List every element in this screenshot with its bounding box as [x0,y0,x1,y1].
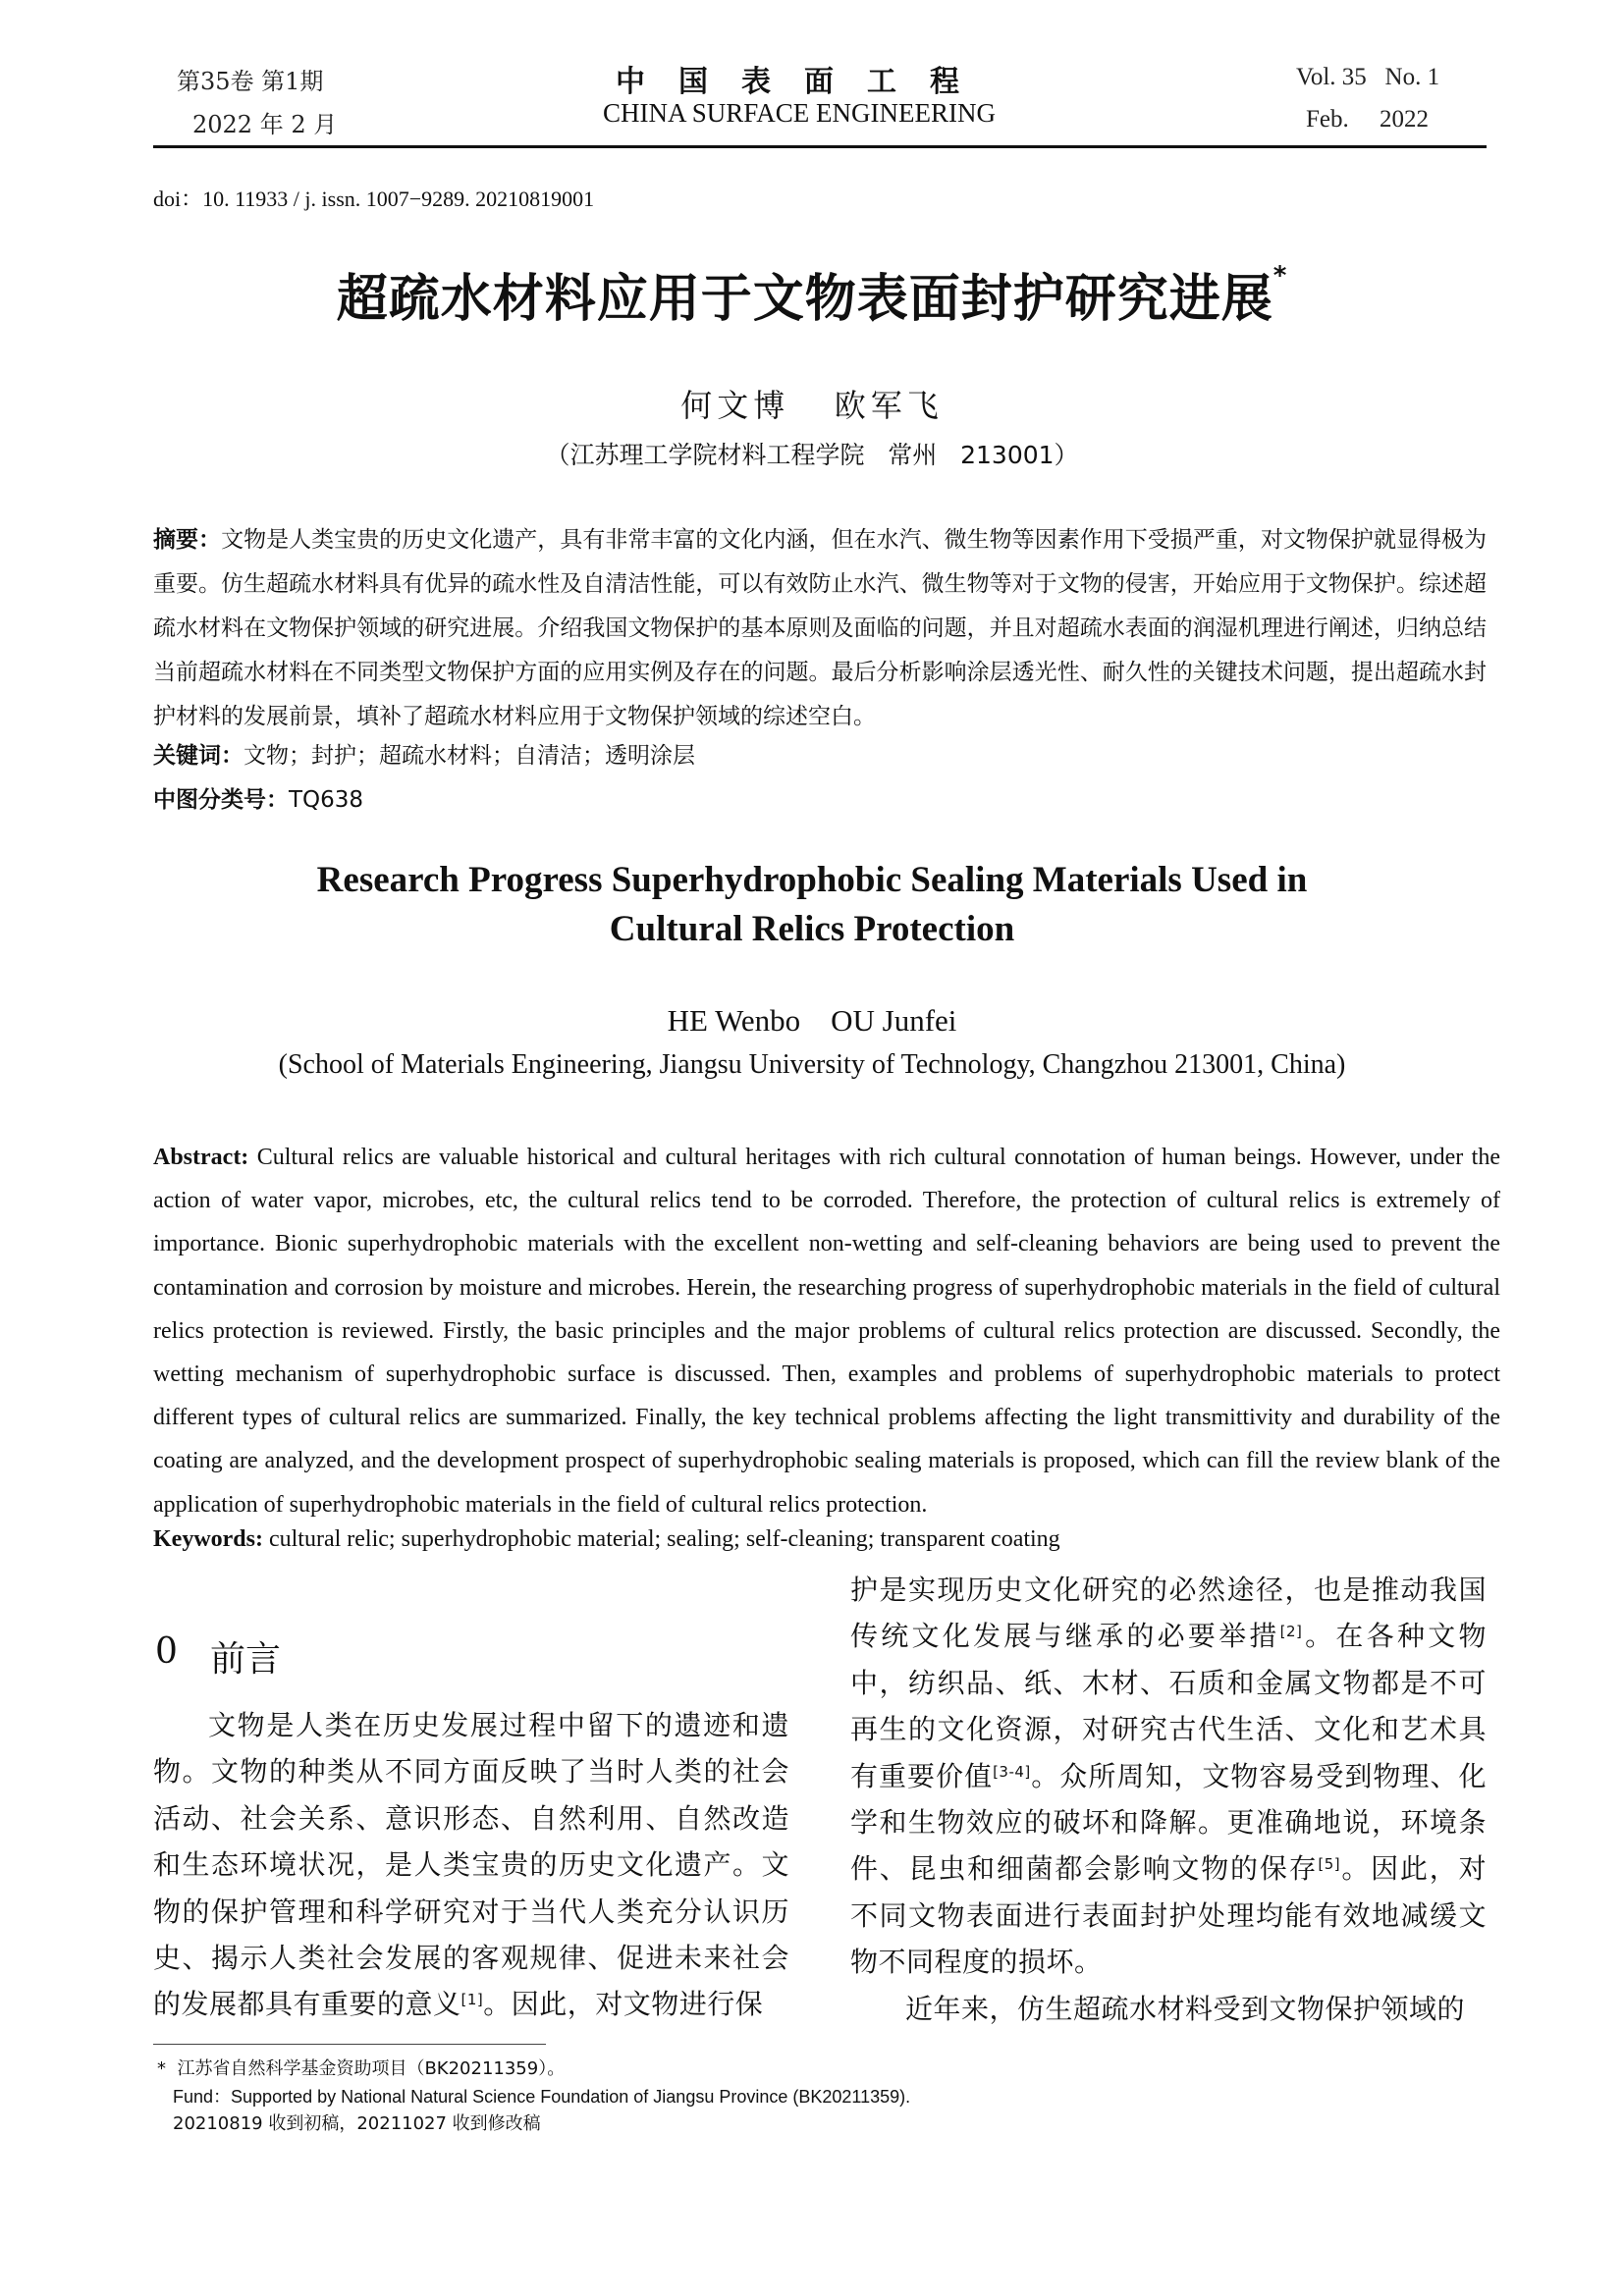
abstract-en: Abstract: Cultural relics are valuable historical and cultural heritages with rich cultural connotation of human beings. However, under the action of water vapor, microbes, etc, the cultural relics tend to be corroded. Therefore, the protection of cultural relics is extremely of importance. Bionic superhydrophobic materials with the excellent non-wetting and self-cleaning behaviors are being used to prevent the contamination and corrosion by moisture and microbes. Herein, the researching progress of superhydrophobic materials in the field of cultural relics protection is reviewed. Firstly, the basic principles and the major problems of cultural relics protection are discussed. Secondly, the wetting mechanism of superhydrophobic surface is discussed. Then, examples and problems of superhydrophobic materials to protect different types of cultural relics are summarized. Finally, the key technical problems affecting the light transmittivity and durability of the coating are analyzed, and the development prospect of superhydrophobic sealing materials is proposed, which can fill the review blank of the application of superhydrophobic materials in the field of cultural relics protection. [153,1145,1500,1518]
affiliation-cn: （江苏理工学院材料工程学院 常州 213001） [545,441,1079,469]
abstract-cn: 摘要：文物是人类宝贵的历史文化遗产，具有非常丰富的文化内涵，但在水汽、微生物等因素作用下受损严重，对文物保护就显得极为重要。仿生超疏水材料具有优异的疏水性及自清洁性能，可以有效防止水汽、微生物等对于文物的侵害，开始应用于文物保护。综述超疏水材料在文物保护领域的研究进展。介绍我国文物保护的基本原则及面临的问题，并且对超疏水表面的润湿机理进行阐述，归纳总结当前超疏水材料在不同类型文物保护方面的应用实例及存在的问题。最后分析影响涂层透光性、耐久性的关键技术问题，提出超疏水封护材料的发展前景，填补了超疏水材料应用于文物保护领域的综述空白。 [153,527,1488,729]
keywords-en: Keywords: cultural relic; superhydrophobic material; sealing; self-cleaning; transparent coating [153,1526,1060,1552]
footnote-received: 20210819 收到初稿，20211027 收到修改稿 [173,2113,541,2134]
date-cn: 2022 年 2 月 [192,111,338,138]
affiliation-en: (School of Materials Engineering, Jiangsu University of Technology, Changzhou 213001, China) [278,1049,1346,1080]
clc-number: 中图分类号：TQ638 [153,787,364,813]
footnote-funding-en: Fund：Supported by National Natural Science Foundation of Jiangsu Province (BK20211359). [173,2087,911,2107]
journal-title-en: CHINA SURFACE ENGINEERING [603,98,997,128]
volume-issue-cn: 第35卷 第1期 [177,68,324,95]
date-en: Feb. 2022 [1306,106,1429,133]
header-rule [153,145,1487,148]
intro-paragraph-right: 护是实现历史文化研究的必然途径，也是推动我国传统文化发展与继承的必要举措[2]。在各种文物中，纺织品、纸、木材、石质和金属文物都是不可再生的文化资源，对研究古代生活、文化和艺术具有重要价值[3-4]。众所周知，文物容易受到物理、化学和生物效应的破坏和降解。更准确地说，环境条件、昆虫和细菌都会影响文物的保存[5]。因此，对不同文物表面进行表面封护处理均能有效地减缓文物不同程度的损坏。 [850,1574,1487,1979]
paper-title-cn: 超疏水材料应用于文物表面封护研究进展* [336,261,1288,329]
intro-paragraph-right-2: 近年来，仿生超疏水材料受到文物保护领域的 [905,1993,1466,2025]
keywords-cn: 关键词：文物；封护；超疏水材料；自清洁；透明涂层 [153,743,695,769]
section-number: 0 [155,1631,178,1672]
authors-cn: 何文博 欧军飞 [680,387,944,424]
footnote-rule [153,2044,546,2045]
volume-issue-en: Vol. 35 No. 1 [1296,64,1440,90]
doi: doi：10. 11933 / j. issn. 1007−9289. 20210819001 [153,187,595,211]
authors-en: HE Wenbo OU Junfei [667,1003,957,1038]
journal-title-cn: 中国表面工程 [616,65,993,99]
intro-paragraph-left: 文物是人类在历史发展过程中留下的遗迹和遗物。文物的种类从不同方面反映了当时人类的社会活动、社会关系、意识形态、自然利用、自然改造和生态环境状况，是人类宝贵的历史文化遗产。文物的保护管理和科学研究对于当代人类充分认识历史、揭示人类社会发展的客观规律、促进未来社会的发展都具有重要的意义[1]。因此，对文物进行保 [153,1709,789,2021]
paper-title-en: Research Progress Superhydrophobic Sealing Materials Used in Cultural Relics Protection [316,860,1308,949]
section-title: 前言 [210,1639,282,1680]
footnote-funding-cn: * 江苏省自然科学基金资助项目（BK20211359）。 [157,2058,566,2079]
